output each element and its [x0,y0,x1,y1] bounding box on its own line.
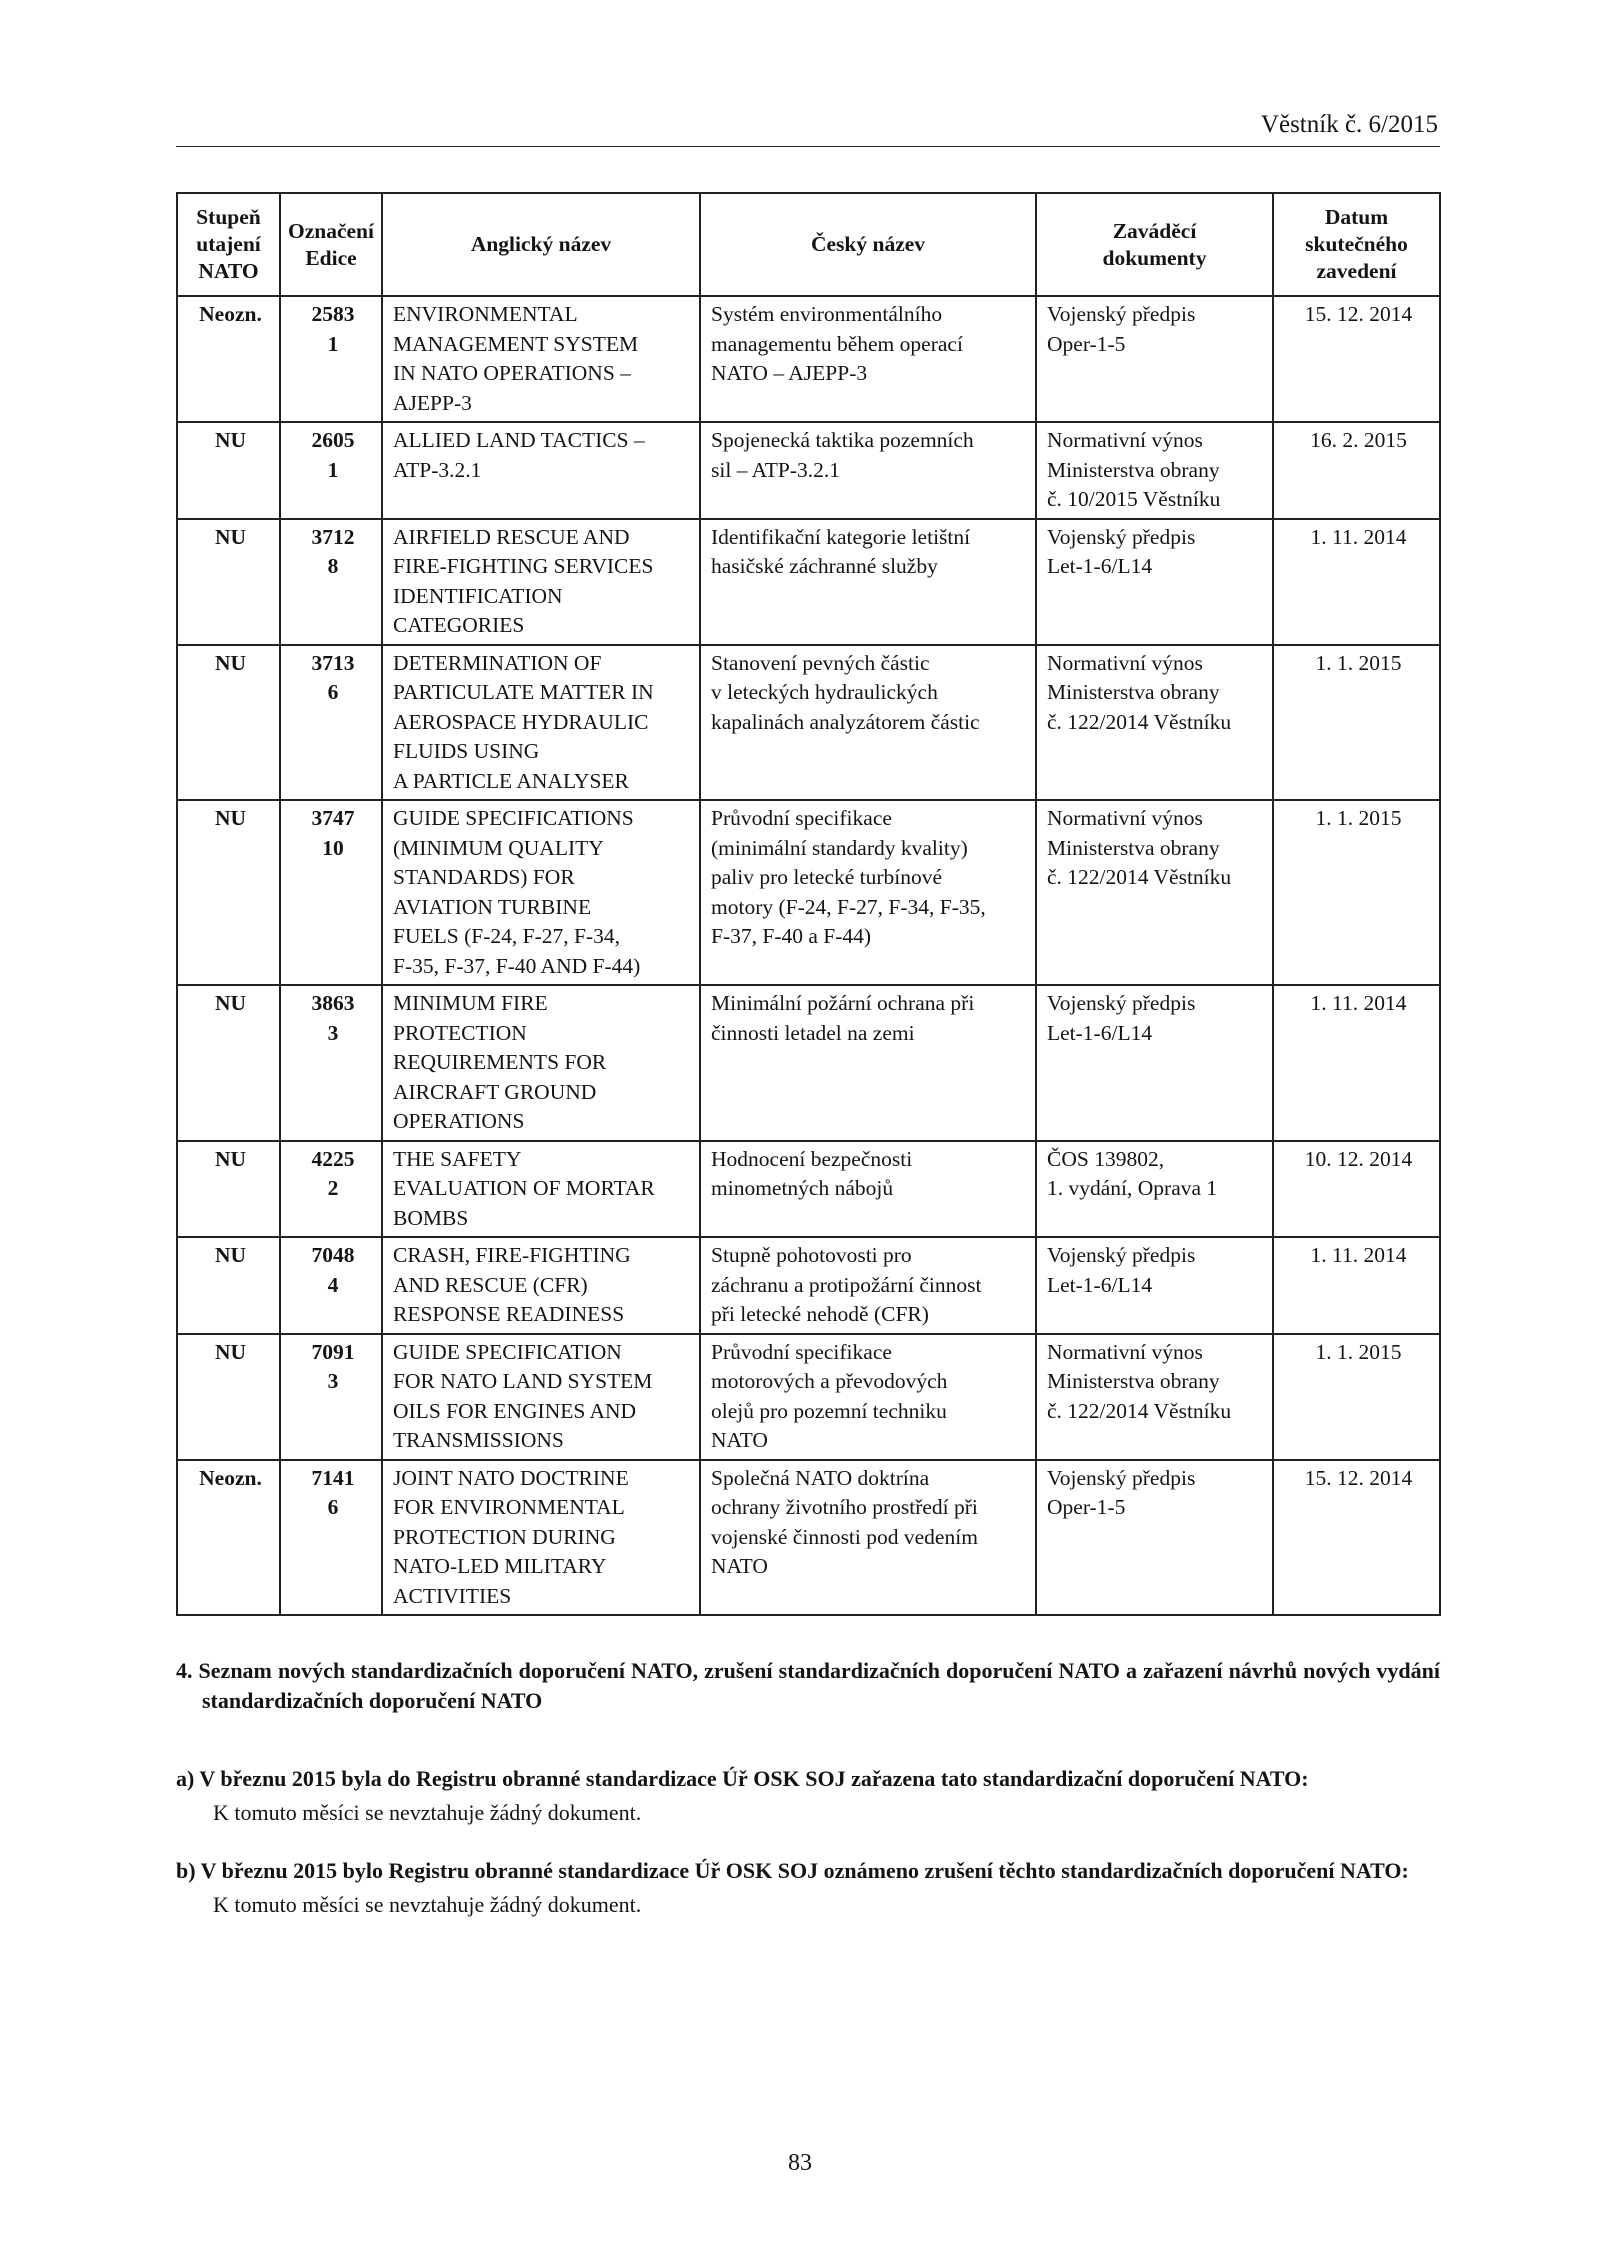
classification-text: NU [214,991,247,1015]
czech-title-cell [700,1460,1036,1616]
english-title-line: THE SAFETY [393,1146,522,1171]
stanag-number: 2605 [311,428,355,452]
date-cell [1273,985,1440,1141]
czech-title-cell [700,1237,1036,1334]
document-line: č. 122/2014 Věstníku [1047,865,1232,889]
english-title-line: EVALUATION OF MORTAR [393,1176,655,1200]
date-cell [1273,296,1440,422]
documents-cell [1036,1141,1273,1238]
stanag-number: 3713 [311,650,355,675]
document-line: Vojenský předpis [1047,524,1196,549]
english-title-line: ACTIVITIES [393,1583,512,1608]
implementation-date: 15. 12. 2014 [1304,302,1413,326]
date-cell [1273,800,1440,985]
classification-cell [177,296,280,422]
section-4b [176,1856,1440,1920]
english-title-cell [382,1237,700,1334]
implementation-date: 1. 1. 2015 [1315,806,1402,830]
english-title-line: MINIMUM FIRE [393,991,548,1015]
journal-issue-label: Věstník č. 6/2015 [1260,111,1438,138]
header-classification: Stupeň utajení NATO [177,193,280,296]
document-line: Let-1-6/L14 [1047,1272,1153,1297]
czech-title-line: (minimální standardy kvality) [711,835,968,860]
document-line: Vojenský předpis [1047,1243,1196,1267]
english-title-line: ENVIRONMENTAL [393,302,578,326]
english-title-cell [382,985,700,1141]
english-title-cell [382,422,700,519]
english-title-cell [382,296,700,422]
edition-number: 3 [327,1020,339,1045]
document-line: Ministerstva obrany [1047,835,1220,860]
english-title-line: AIRFIELD RESCUE AND [393,524,630,549]
table-header-row [177,193,1440,296]
classification-cell [177,1237,280,1334]
edition-number: 2 [327,1176,339,1200]
designation-cell [280,519,382,645]
czech-title-line: kapalinách analyzátorem částic [711,709,980,734]
czech-title-line: NATO – AJEPP-3 [711,361,868,385]
czech-title-line: NATO [711,1428,768,1452]
document-line: Normativní výnos [1047,650,1203,675]
table-row [177,519,1440,645]
table-row [177,800,1440,985]
czech-title-line: Identifikační kategorie letištní [711,524,971,549]
czech-title-line: Průvodní specifikace [711,1339,892,1364]
czech-title-cell [700,985,1036,1141]
document-line: 1. vydání, Oprava 1 [1047,1176,1218,1200]
english-title-cell [382,645,700,801]
header-implementation-date: Datum skutečného zavedení [1273,193,1440,296]
czech-title-line: Stupně pohotovosti pro [711,1243,912,1267]
english-title-cell [382,1334,700,1460]
edition-number: 6 [327,680,339,704]
czech-title-line: záchranu a protipožární činnost [711,1272,982,1297]
classification-cell [177,519,280,645]
classification-text: NU [214,1146,247,1171]
edition-number: 6 [327,1495,339,1519]
table-body [177,296,1440,1615]
section-4a-heading: a) V březnu 2015 byla do Registru obranné standardizace Úř OSK SOJ zařazena tato standardizační doporučení NATO: [176,1766,1309,1791]
implementation-date: 16. 2. 2015 [1310,428,1407,452]
english-title-line: PARTICULATE MATTER IN [393,680,654,704]
table-row [177,1237,1440,1334]
document-line: č. 122/2014 Věstníku [1047,709,1232,734]
documents-cell [1036,985,1273,1141]
document-line: Vojenský předpis [1047,1465,1196,1490]
stanag-number: 4225 [311,1146,355,1171]
english-title-line: FOR NATO LAND SYSTEM [393,1369,653,1393]
english-title-line: GUIDE SPECIFICATION [393,1339,622,1364]
english-title-line: IN NATO OPERATIONS – [393,361,631,385]
czech-title-cell [700,296,1036,422]
czech-title-cell [700,1141,1036,1238]
implementation-date: 15. 12. 2014 [1304,1465,1413,1490]
document-line: Normativní výnos [1047,806,1203,830]
document-line: Oper-1-5 [1047,331,1126,356]
classification-text: NU [214,1339,247,1364]
classification-cell [177,422,280,519]
table-row [177,1141,1440,1238]
english-title-line: ALLIED LAND TACTICS – [393,428,645,452]
classification-cell [177,985,280,1141]
section-4b-heading: b) V březnu 2015 bylo Registru obranné standardizace Úř OSK SOJ oznámeno zrušení těchto standardizačních doporučení NATO: [176,1858,1409,1883]
english-title-line: AJEPP-3 [393,390,472,415]
czech-title-line: paliv pro letecké turbínové [711,865,943,889]
table-row [177,1334,1440,1460]
documents-cell [1036,1460,1273,1616]
designation-cell [280,1237,382,1334]
documents-cell [1036,1334,1273,1460]
stanag-number: 2583 [311,302,355,326]
english-title-line: FIRE-FIGHTING SERVICES [393,554,654,578]
document-line: Ministerstva obrany [1047,457,1220,482]
classification-cell [177,645,280,801]
document-line: Vojenský předpis [1047,991,1196,1015]
english-title-cell [382,519,700,645]
documents-cell [1036,519,1273,645]
english-title-cell [382,1141,700,1238]
czech-title-cell [700,519,1036,645]
czech-title-line: sil – ATP-3.2.1 [711,457,841,482]
implementation-date: 1. 11. 2014 [1310,524,1407,549]
table-row [177,422,1440,519]
implementation-date: 1. 1. 2015 [1315,1339,1402,1364]
document-line: č. 10/2015 Věstníku [1047,487,1221,511]
czech-title-line: ochrany životního prostředí při [711,1495,978,1519]
czech-title-line: NATO [711,1554,768,1578]
czech-title-cell [700,645,1036,801]
section-4-heading: 4. Seznam nových standardizačních doporučení NATO, zrušení standardizačních doporučení NATO a zařazení návrhů nových vydání standardizačních doporučení NATO [176,1658,1440,1713]
english-title-line: BOMBS [393,1205,469,1230]
designation-cell [280,422,382,519]
english-title-line: OPERATIONS [393,1109,525,1133]
czech-title-line: olejů pro pozemní techniku [711,1398,947,1423]
czech-title-line: Systém environmentálního [711,302,943,326]
designation-cell [280,1460,382,1616]
edition-number: 1 [327,457,339,482]
czech-title-cell [700,1334,1036,1460]
page-number: 83 [788,2150,812,2176]
designation-cell [280,1141,382,1238]
stanag-table [176,192,1441,1616]
english-title-line: A PARTICLE ANALYSER [393,768,629,793]
classification-cell [177,800,280,985]
document-line: Normativní výnos [1047,428,1203,452]
implementation-date: 10. 12. 2014 [1304,1146,1413,1171]
english-title-line: PROTECTION DURING [393,1524,616,1549]
edition-number: 3 [327,1369,339,1393]
czech-title-line: managementu během operací [711,331,963,356]
stanag-number: 3863 [311,991,355,1015]
english-title-line: AVIATION TURBINE [393,894,592,919]
edition-number: 4 [327,1272,339,1297]
classification-text: Neozn. [199,302,262,326]
english-title-line: CRASH, FIRE-FIGHTING [393,1243,631,1267]
english-title-line: PROTECTION [393,1020,527,1045]
classification-cell [177,1334,280,1460]
english-title-line: MANAGEMENT SYSTEM [393,331,639,356]
english-title-line: REQUIREMENTS FOR [393,1050,607,1074]
czech-title-line: při letecké nehodě (CFR) [711,1302,929,1326]
date-cell [1273,1237,1440,1334]
czech-title-line: Spojenecká taktika pozemních [711,428,974,452]
designation-cell [280,985,382,1141]
classification-cell [177,1141,280,1238]
czech-title-line: F-37, F-40 a F-44) [711,924,872,948]
english-title-cell [382,1460,700,1616]
english-title-line: NATO-LED MILITARY [393,1554,607,1578]
section-4a-note: K tomuto měsíci se nevztahuje žádný dokument. [213,1800,642,1825]
documents-cell [1036,296,1273,422]
date-cell [1273,519,1440,645]
document-line: Let-1-6/L14 [1047,1020,1153,1045]
english-title-line: GUIDE SPECIFICATIONS [393,806,634,830]
english-title-line: RESPONSE READINESS [393,1302,625,1326]
english-title-line: STANDARDS) FOR [393,865,575,889]
czech-title-line: motory (F-24, F-27, F-34, F-35, [711,894,986,919]
czech-title-line: minometných nábojů [711,1176,894,1200]
english-title-line: FOR ENVIRONMENTAL [393,1495,625,1519]
czech-title-line: Společná NATO doktrína [711,1465,930,1490]
designation-cell [280,800,382,985]
english-title-line: AEROSPACE HYDRAULIC [393,709,649,734]
date-cell [1273,1141,1440,1238]
page-header [176,108,1440,147]
implementation-date: 1. 11. 2014 [1310,1243,1407,1267]
classification-text: NU [214,806,247,830]
document-line: Normativní výnos [1047,1339,1203,1364]
date-cell [1273,1460,1440,1616]
czech-title-line: motorových a převodových [711,1369,948,1393]
czech-title-line: Stanovení pevných částic [711,650,930,675]
documents-cell [1036,800,1273,985]
english-title-line: FLUIDS USING [393,739,540,763]
english-title-line: CATEGORIES [393,613,525,637]
documents-cell [1036,422,1273,519]
header-implementing-documents: Zaváděcí dokumenty [1036,193,1273,296]
czech-title-line: činnosti letadel na zemi [711,1020,915,1045]
table-row [177,1460,1440,1616]
header-czech-title: Český název [700,193,1036,296]
classification-cell [177,1460,280,1616]
table-row [177,296,1440,422]
classification-text: NU [214,650,247,675]
stanag-number: 3712 [311,524,355,549]
document-line: č. 122/2014 Věstníku [1047,1398,1232,1423]
english-title-line: OILS FOR ENGINES AND [393,1398,637,1423]
english-title-line: F-35, F-37, F-40 AND F-44) [393,953,641,978]
designation-cell [280,645,382,801]
english-title-line: JOINT NATO DOCTRINE [393,1465,629,1490]
designation-cell [280,296,382,422]
table-row [177,645,1440,801]
english-title-line: ATP-3.2.1 [393,457,482,482]
czech-title-line: Minimální požární ochrana při [711,991,975,1015]
document-line: Ministerstva obrany [1047,1369,1220,1393]
english-title-line: AND RESCUE (CFR) [393,1272,588,1297]
czech-title-line: hasičské záchranné služby [711,554,938,578]
english-title-line: (MINIMUM QUALITY [393,835,604,860]
classification-text: Neozn. [199,1465,262,1490]
document-line: Ministerstva obrany [1047,680,1220,704]
implementation-date: 1. 1. 2015 [1315,650,1402,675]
section-4 [176,1656,1440,1716]
section-4b-note: K tomuto měsíci se nevztahuje žádný dokument. [213,1892,642,1917]
section-4a [176,1764,1440,1828]
czech-title-line: vojenské činnosti pod vedením [711,1524,978,1549]
czech-title-line: v leteckých hydraulických [711,680,938,704]
english-title-line: IDENTIFICATION [393,583,563,608]
document-line: ČOS 139802, [1047,1146,1165,1171]
designation-cell [280,1334,382,1460]
english-title-line: AIRCRAFT GROUND [393,1079,597,1104]
implementation-date: 1. 11. 2014 [1310,991,1407,1015]
date-cell [1273,645,1440,801]
classification-text: NU [214,524,247,549]
header-designation: Označení Edice [280,193,382,296]
english-title-cell [382,800,700,985]
czech-title-cell [700,422,1036,519]
czech-title-line: Průvodní specifikace [711,806,892,830]
classification-text: NU [214,428,247,452]
stanag-number: 7048 [311,1243,355,1267]
czech-title-cell [700,800,1036,985]
documents-cell [1036,1237,1273,1334]
english-title-line: FUELS (F-24, F-27, F-34, [393,924,620,948]
english-title-line: DETERMINATION OF [393,650,602,675]
date-cell [1273,422,1440,519]
stanag-number: 3747 [311,806,355,830]
table-row [177,985,1440,1141]
english-title-line: TRANSMISSIONS [393,1428,564,1452]
stanag-number: 7091 [311,1339,355,1364]
documents-cell [1036,645,1273,801]
czech-title-line: Hodnocení bezpečnosti [711,1146,913,1171]
classification-text: NU [214,1243,247,1267]
header-english-title: Anglický název [382,193,700,296]
document-line: Vojenský předpis [1047,302,1196,326]
date-cell [1273,1334,1440,1460]
stanag-number: 7141 [311,1465,355,1490]
edition-number: 10 [322,835,344,860]
edition-number: 1 [327,331,339,356]
document-line: Let-1-6/L14 [1047,554,1153,578]
document-line: Oper-1-5 [1047,1495,1126,1519]
edition-number: 8 [327,554,339,578]
